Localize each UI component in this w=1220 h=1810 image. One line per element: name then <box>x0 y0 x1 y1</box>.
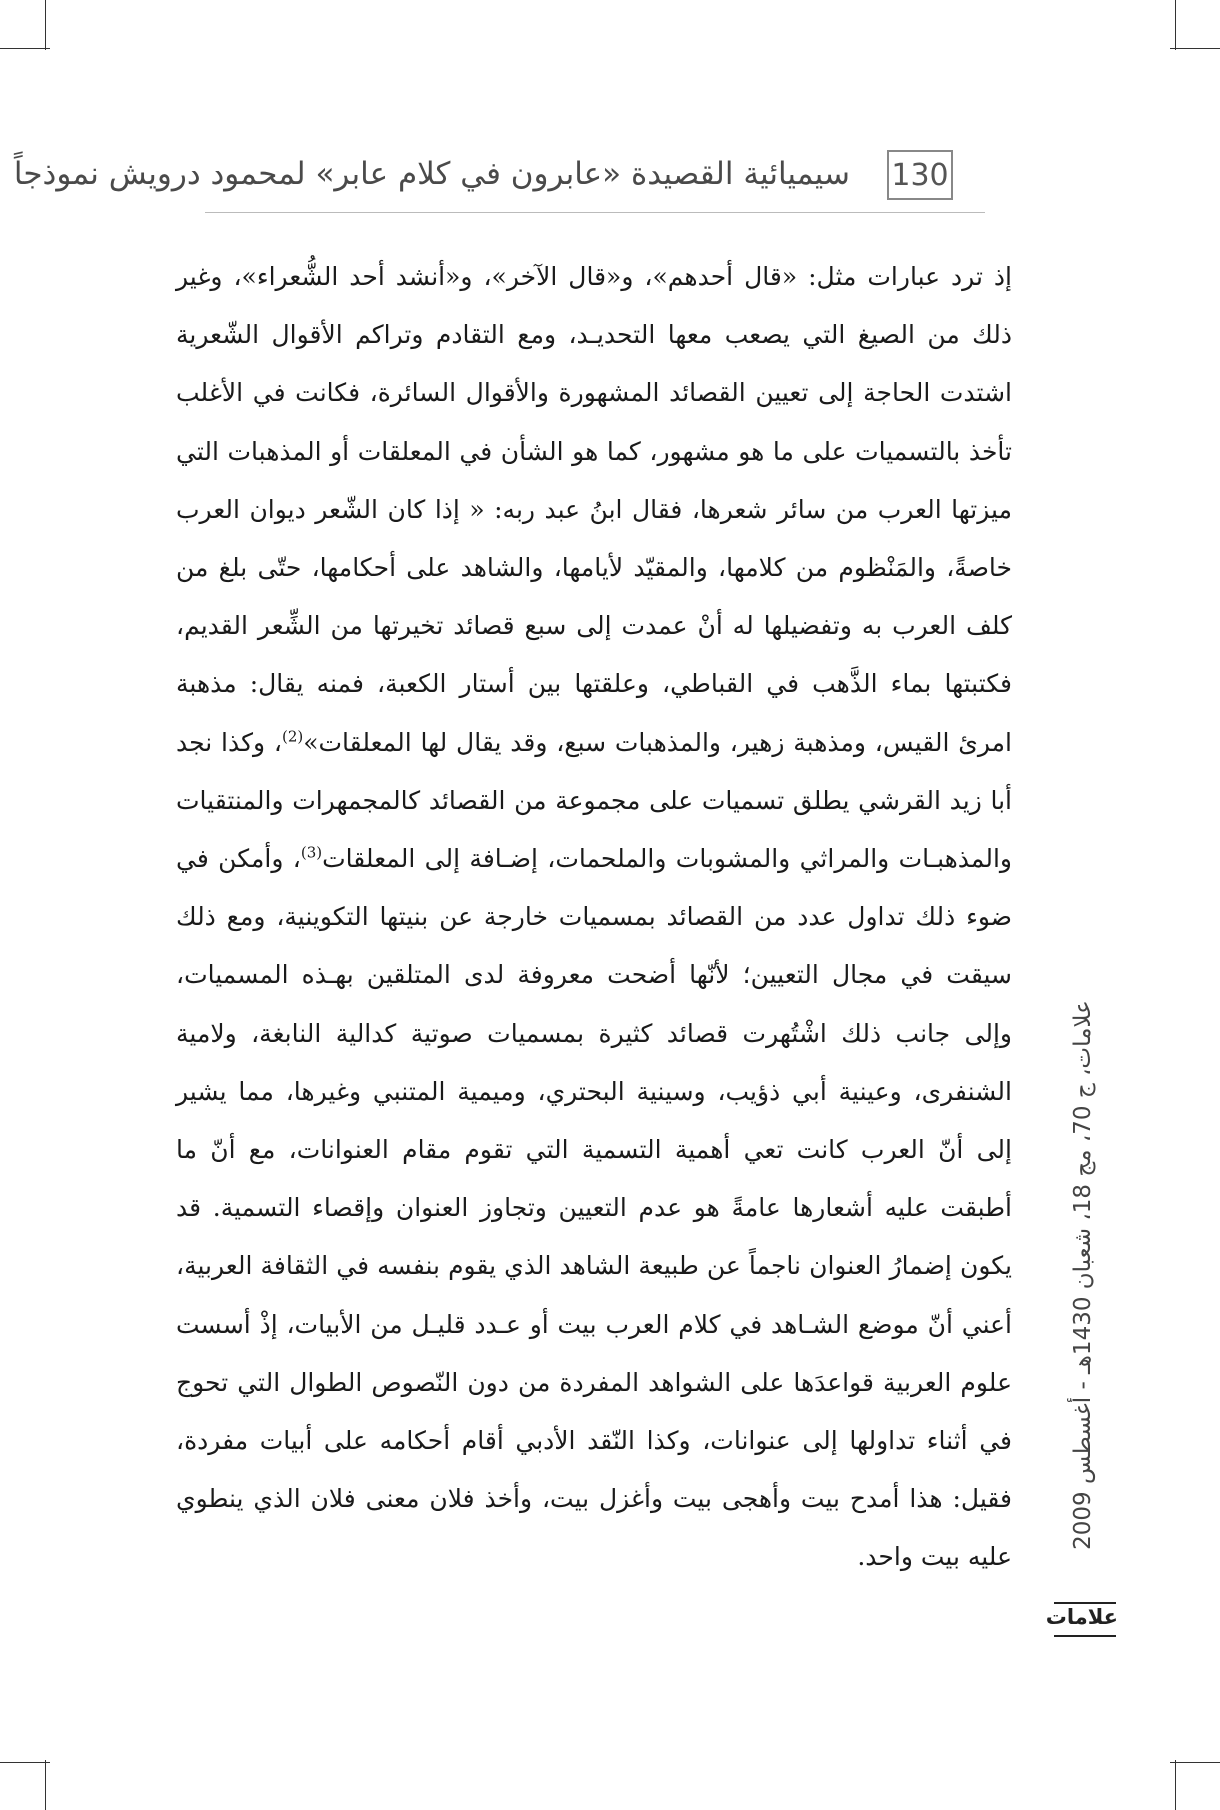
paragraph-part: ، وكذا نجد أبا زيد القرشي يطلق تسميات على مجموعة من القصائد كالمجمهرات والمنتقيات والمذهبـات والمراثي والمشوبات والملحمات، إضـافة إلى المعلقات <box>176 727 1013 874</box>
journal-issue-text: علامات، ج 70، مج 18، شعبان 1430هـ - أغسطس 2009 <box>1070 1000 1096 1550</box>
footnote-ref: (3) <box>300 843 323 862</box>
paragraph <box>176 248 1012 1587</box>
footnote-ref: (2) <box>281 727 304 746</box>
running-header <box>13 150 985 220</box>
paragraph-part: ، وأمكن في ضوء ذلك تداول عدد من القصائد بمسميات خارجة عن بنيتها التكوينية، ومع ذلك سيقت في مجال التعيين؛ لأنّها أضحت معروفة لدى المتلقين بهـذه المسميات، وإلى جانب ذلك اشْتُهرت قصائد كثيرة بمسميات صوتية كدالية النابغة، ولامية الشنفرى، وعينية أبي ذؤيب، وسينية البحتري، وميمية المتنبي وغيرها، مما يشير إلى أنّ العرب كانت تعي أهمية التسمية التي تقوم مقام العنوانات، مع أنّ ما أطبقت عليه أشعارها عامةً هو عدم التعيين وتجاوز العنوان وإقصاء التسمية. قد يكون إضمارُ العنوان ناجماً عن طبيعة الشاهد الذي يقوم بنفسه في الثقافة العربية، أعني أنّ موضع الشـاهد في كلام العرب بيت أو عـدد قليـل من الأبيات، إذْ أسست علوم العربية قواعدَها على الشواهد المفردة من دون النّصوص الطوال التي تحوج في أثناء تداولها إلى عنوانات، وكذا النّقد الأدبي أقام أحكامه على أبيات مفردة، فقيل: هذا أمدح بيت وأهجى بيت وأغزل بيت، وأخذ فلان معنى فلان الذي ينطوي عليه بيت واحد. <box>176 844 1012 1572</box>
body-text <box>176 248 1012 1587</box>
page-number: 130 <box>887 150 953 200</box>
journal-logo-text: علامات <box>1045 1605 1118 1629</box>
running-header-title: سيميائية القصيدة «عابرون في كلام عابر» لمحمود درويش نموذجاً <box>13 156 850 192</box>
header-rule <box>205 212 985 213</box>
crop-mark <box>1175 1760 1176 1810</box>
crop-mark <box>1170 48 1220 49</box>
crop-mark <box>0 48 50 49</box>
logo-rule <box>1054 1635 1116 1637</box>
crop-mark <box>0 1762 50 1763</box>
crop-mark <box>1170 1762 1220 1763</box>
journal-logo <box>1045 1602 1118 1638</box>
paragraph-part: إذ ترد عبارات مثل: «قال أحدهم»، و«قال الآخر»، و«أنشد أحد الشُّعراء»، وغير ذلك من الصيغ التي يصعب معها التحديـد، ومع التقادم وتراكم الأقوال الشّعرية اشتدت الحاجة إلى تعيين القصائد المشهورة والأقوال السائرة، فكانت في الأغلب تأخذ بالتسميات على ما هو مشهور، كما هو الشأن في المعلقات أو المذهبات التي ميزتها العرب من سائر شعرها، فقال ابنُ عبد ربه: « إذا كان الشّعر ديوان العرب خاصةً، والمَنْظوم من كلامها، والمقيّد لأيامها، والشاهد على أحكامها، حتّى بلغ من كلف العرب به وتفضيلها له أنْ عمدت إلى سبع قصائد تخيرتها من الشِّعر القديم، فكتبتها بماء الذَّهب في القباطي، وعلقتها بين أستار الكعبة، فمنه يقال: مذهبة امرئ القيس، ومذهبة زهير، والمذهبات سبع، وقد يقال لها المعلقات» <box>176 262 1013 757</box>
journal-issue-caption <box>1058 965 1108 1585</box>
crop-mark <box>1175 0 1176 50</box>
crop-mark <box>45 1760 46 1810</box>
crop-mark <box>45 0 46 50</box>
